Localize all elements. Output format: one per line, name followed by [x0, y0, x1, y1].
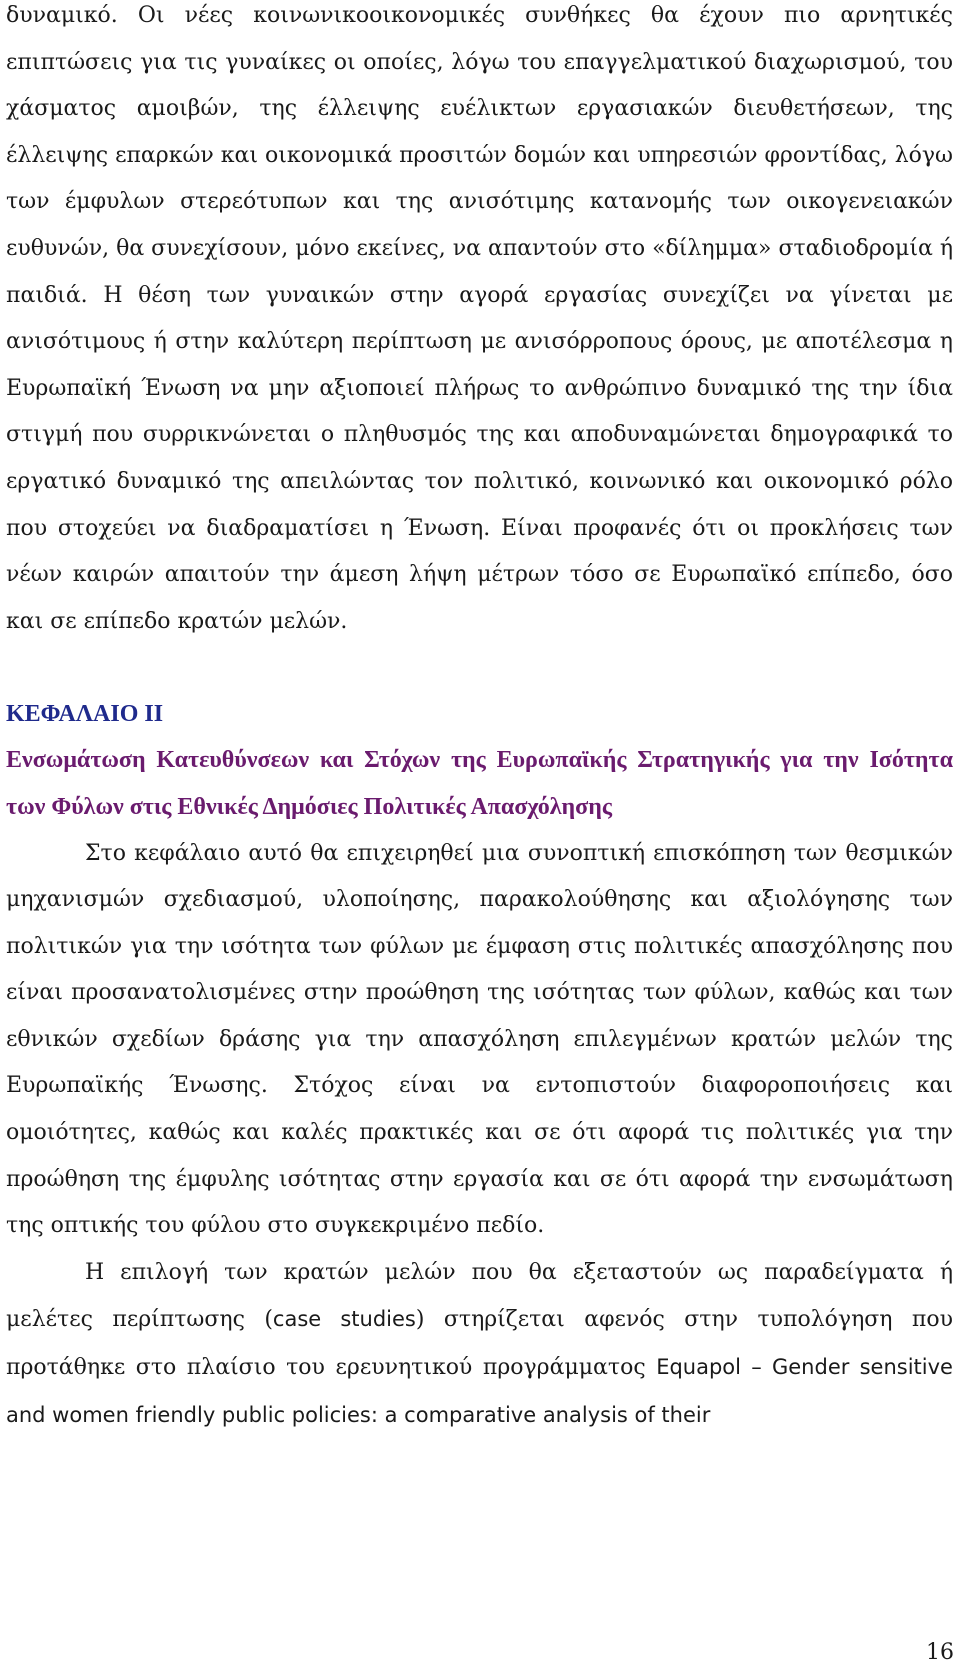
chapter-title: Ενσωμάτωση Κατευθύνσεων και Στόχων της Ευρωπαϊκής Στρατηγικής για την Ισότητα των Φύλων στις Εθνικές Δημόσιες Πολιτικές Απασχόλησης [6, 747, 953, 820]
body-paragraph-continued: δυναμικό. Οι νέες κοινωνικοοικονομικές συνθήκες θα έχουν πιο αρνητικές επιπτώσεις για τις γυναίκες οι οποίες, λόγω του επαγγελματικού διαχωρισμού, του χάσματος αμοιβών, της έλλειψης ευέλικτων εργασιακών διευθετήσεων, της έλλειψης επαρκών και οικονομικά προσιτών δομών και υπηρεσιών φροντίδας, λόγω των έμφυλων στερεότυπων και της ανισότιμης κατανομής των οικογενειακών ευθυνών, θα συνεχίσουν, μόνο εκείνες, να απαντούν στο «δίλημμα» σταδιοδρομία ή παιδιά. Η θέση των γυναικών στην αγορά εργασίας συνεχίζει να γίνεται με ανισότιμους ή στην καλύτερη περίπτωση με ανισόρροπους όρους, με αποτέλεσμα η Ευρωπαϊκή Ένωση να μην αξιοποιεί πλήρως το ανθρώπινο δυναμικό της την ίδια στιγμή που συρρικνώνεται ο πληθυσμός της και αποδυναμώνεται δημογραφικά το εργατικό δυναμικό της απειλώντας τον πολιτικό, κοινωνικό και οικονομικό ρόλο που στοχεύει να διαδραματίσει η Ένωση. Είναι προφανές ότι οι προκλήσεις των νέων καιρών απαιτούν την άμεση λήψη μέτρων τόσο σε Ευρωπαϊκό επίπεδο, όσο και σε επίπεδο κρατών μελών. [6, 3, 953, 634]
chapter-intro-paragraph: Στο κεφάλαιο αυτό θα επιχειρηθεί μια συνοπτική επισκόπηση των θεσμικών μηχανισμών σχεδιασμού, υλοποίησης, παρακολούθησης και αξιολόγησης των πολιτικών για την ισότητα των φύλων με έμφαση στις πολιτικές απασχόλησης που είναι προσανατολισμένες στην προώθηση της ισότητας των φύλων, καθώς και των εθνικών σχεδίων δράσης για την απασχόληση επιλεγμένων κρατών μελών της Ευρωπαϊκής Ένωσης. Στόχος είναι να εντοπιστούν διαφοροποιήσεις και ομοιότητες, καθώς και καλές πρακτικές και σε ότι αφορά τις πολιτικές για την προώθηση της έμφυλης ισότητας στην εργασία και σε ότι αφορά την ενσωμάτωση της οπτικής του φύλου στο συγκεκριμένο πεδίο. [6, 840, 953, 1239]
project-name: Equapol – Gender sensitive and women friendly public policies: a comparative analysis of their [6, 1355, 953, 1427]
document-page [6, 0, 953, 1439]
paragraph-text-middle: ) στηρίζεται αφενός στην τυπολόγηση που προτάθηκε στο πλαίσιο του ερευνητικού προγράμματος [6, 1307, 953, 1381]
page-number: 16 [926, 1640, 954, 1665]
case-studies-term: case studies [272, 1307, 416, 1332]
chapter-label: ΚΕΦΑΛΑΙΟ ΙΙ [6, 701, 164, 728]
paragraph-text-start: Η επιλογή των κρατών μελών που θα εξεταστούν ως παραδείγματα ή μελέτες περίπτωσης ( [6, 1259, 953, 1333]
case-selection-paragraph [6, 1250, 953, 1439]
